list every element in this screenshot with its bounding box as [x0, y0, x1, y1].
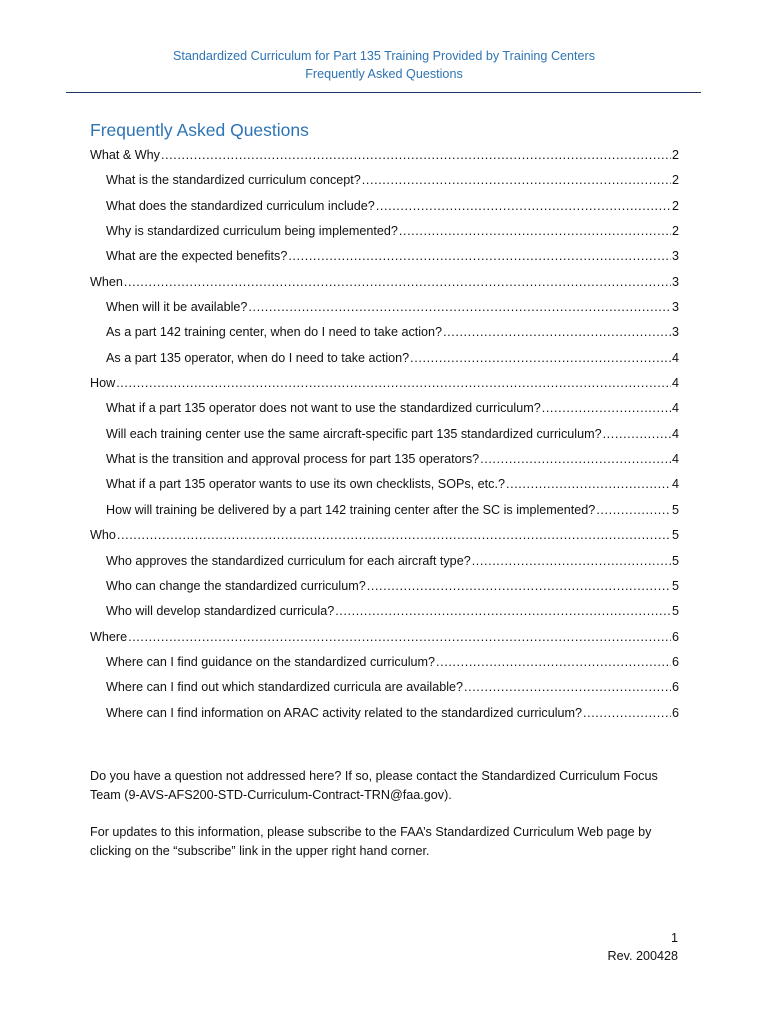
- toc-entry-text: What does the standardized curriculum include?: [106, 198, 375, 213]
- toc-page-number: 4: [671, 426, 679, 441]
- toc-subentry[interactable]: [90, 220, 679, 245]
- toc-dot-leader: [248, 296, 671, 318]
- toc-dot-leader: [542, 397, 671, 419]
- toc-dot-leader: [464, 676, 671, 698]
- toc-subentry[interactable]: [90, 676, 679, 701]
- toc-section-entry[interactable]: [90, 372, 679, 397]
- toc-subentry[interactable]: [90, 600, 679, 625]
- toc-subentry[interactable]: [90, 321, 679, 346]
- page-footer: [608, 929, 678, 965]
- toc-page-number: 6: [671, 654, 679, 669]
- toc-dot-leader: [436, 651, 671, 673]
- toc-section-entry[interactable]: [90, 626, 679, 651]
- toc-subentry[interactable]: [90, 169, 679, 194]
- toc-entry-text: What is the standardized curriculum concept?: [106, 173, 361, 188]
- revision-label: Rev. 200428: [607, 949, 678, 963]
- toc-section-entry[interactable]: [90, 271, 679, 296]
- toc-page-number: 3: [671, 325, 679, 340]
- toc-entry-text: Where can I find out which standardized curricula are available?: [106, 680, 464, 695]
- toc-entry-text: How will training be delivered by a part 142 training center after the SC is implemented?: [106, 502, 596, 517]
- toc-page-number: 4: [671, 350, 679, 365]
- toc-page-number: 5: [671, 502, 679, 517]
- header-subtitle: Frequently Asked Questions: [305, 67, 463, 81]
- toc-page-number: 3: [671, 274, 679, 289]
- toc-dot-leader: [480, 448, 671, 470]
- toc-page-number: 5: [671, 553, 679, 568]
- toc-entry-text: What are the expected benefits?: [106, 249, 288, 264]
- toc-dot-leader: [367, 575, 671, 597]
- toc-page-number: 6: [671, 629, 679, 644]
- toc-page-number: 4: [671, 376, 679, 391]
- toc-subentry[interactable]: [90, 397, 679, 422]
- toc-dot-leader: [506, 473, 671, 495]
- toc-dot-leader: [288, 245, 671, 267]
- toc-subentry[interactable]: [90, 550, 679, 575]
- subscribe-paragraph: For updates to this information, please subscribe to the FAA’s Standardized Curriculum Web page by clicking on the “subscribe” link in the upper right hand corner.: [90, 825, 652, 858]
- toc-page-number: 3: [671, 300, 679, 315]
- toc-dot-leader: [472, 550, 671, 572]
- toc-subentry[interactable]: [90, 448, 679, 473]
- toc-subentry[interactable]: [90, 195, 679, 220]
- toc-dot-leader: [410, 347, 671, 369]
- toc-dot-leader: [596, 499, 671, 521]
- toc-entry-text: How: [90, 376, 116, 391]
- toc-page-number: 6: [671, 680, 679, 695]
- toc-subentry[interactable]: [90, 245, 679, 270]
- header-divider: [66, 92, 701, 93]
- toc-entry-text: What & Why: [90, 148, 160, 162]
- toc-entry-text: Where: [90, 629, 128, 644]
- toc-dot-leader: [128, 626, 671, 648]
- toc-dot-leader: [583, 702, 671, 724]
- toc-page-number: 5: [671, 604, 679, 619]
- toc-subentry[interactable]: [90, 575, 679, 600]
- toc-dot-leader: [117, 524, 671, 546]
- toc-subentry[interactable]: [90, 499, 679, 524]
- toc-page-number: 5: [671, 578, 679, 593]
- document-header: [0, 47, 768, 83]
- toc-dot-leader: [161, 144, 671, 166]
- toc-page-number: 3: [671, 249, 679, 264]
- toc-page-number: 5: [671, 528, 679, 543]
- toc-entry-text: Who approves the standardized curriculum for each aircraft type?: [106, 553, 471, 568]
- toc-subentry[interactable]: [90, 651, 679, 676]
- toc-entry-text: Will each training center use the same aircraft-specific part 135 standardized curriculum?: [106, 426, 602, 441]
- toc-subentry[interactable]: [90, 296, 679, 321]
- toc-page-number: 2: [671, 148, 679, 162]
- toc-dot-leader: [116, 372, 671, 394]
- toc-entry-text: When will it be available?: [106, 300, 248, 315]
- toc-subentry[interactable]: [90, 423, 679, 448]
- toc-dot-leader: [443, 321, 671, 343]
- toc-entry-text: As a part 142 training center, when do I need to take action?: [106, 325, 443, 340]
- toc-entry-text: What is the transition and approval process for part 135 operators?: [106, 452, 480, 467]
- toc-dot-leader: [124, 271, 671, 293]
- toc-section-entry[interactable]: [90, 144, 679, 169]
- header-title: Standardized Curriculum for Part 135 Training Provided by Training Centers: [172, 49, 596, 63]
- table-of-contents: [90, 144, 679, 727]
- toc-section-entry[interactable]: [90, 524, 679, 549]
- toc-page-number: 6: [671, 705, 679, 720]
- toc-page-number: 2: [671, 198, 679, 213]
- toc-entry-text: When: [90, 274, 123, 289]
- toc-heading: Frequently Asked Questions: [90, 120, 309, 140]
- toc-entry-text: What if a part 135 operator wants to use its own checklists, SOPs, etc.?: [106, 477, 505, 492]
- toc-page-number: 2: [671, 173, 679, 188]
- toc-entry-text: Where can I find guidance on the standardized curriculum?: [106, 654, 436, 669]
- toc-entry-text: Who: [90, 528, 116, 543]
- contact-paragraph: Do you have a question not addressed here? If so, please contact the Standardized Curriculum Focus Team (9-AVS-AFS200-STD-Curriculum-Contract-TRN@faa.gov).: [90, 769, 658, 802]
- toc-entry-text: What if a part 135 operator does not want to use the standardized curriculum?: [106, 401, 541, 416]
- toc-dot-leader: [362, 169, 671, 191]
- toc-dot-leader: [399, 220, 671, 242]
- toc-dot-leader: [335, 600, 671, 622]
- toc-entry-text: Where can I find information on ARAC activity related to the standardized curriculum?: [106, 705, 582, 720]
- toc-entry-text: Why is standardized curriculum being implemented?: [106, 224, 398, 239]
- toc-page-number: 4: [671, 452, 679, 467]
- toc-subentry[interactable]: [90, 702, 679, 727]
- toc-page-number: 2: [671, 224, 679, 239]
- page-number: 1: [670, 931, 678, 945]
- toc-dot-leader: [603, 423, 671, 445]
- toc-entry-text: Who can change the standardized curriculum?: [106, 578, 366, 593]
- toc-entry-text: Who will develop standardized curricula?: [106, 604, 335, 619]
- toc-subentry[interactable]: [90, 347, 679, 372]
- toc-dot-leader: [376, 195, 671, 217]
- toc-subentry[interactable]: [90, 473, 679, 498]
- toc-page-number: 4: [671, 401, 679, 416]
- toc-page-number: 4: [671, 477, 679, 492]
- toc-entry-text: As a part 135 operator, when do I need to take action?: [106, 350, 410, 365]
